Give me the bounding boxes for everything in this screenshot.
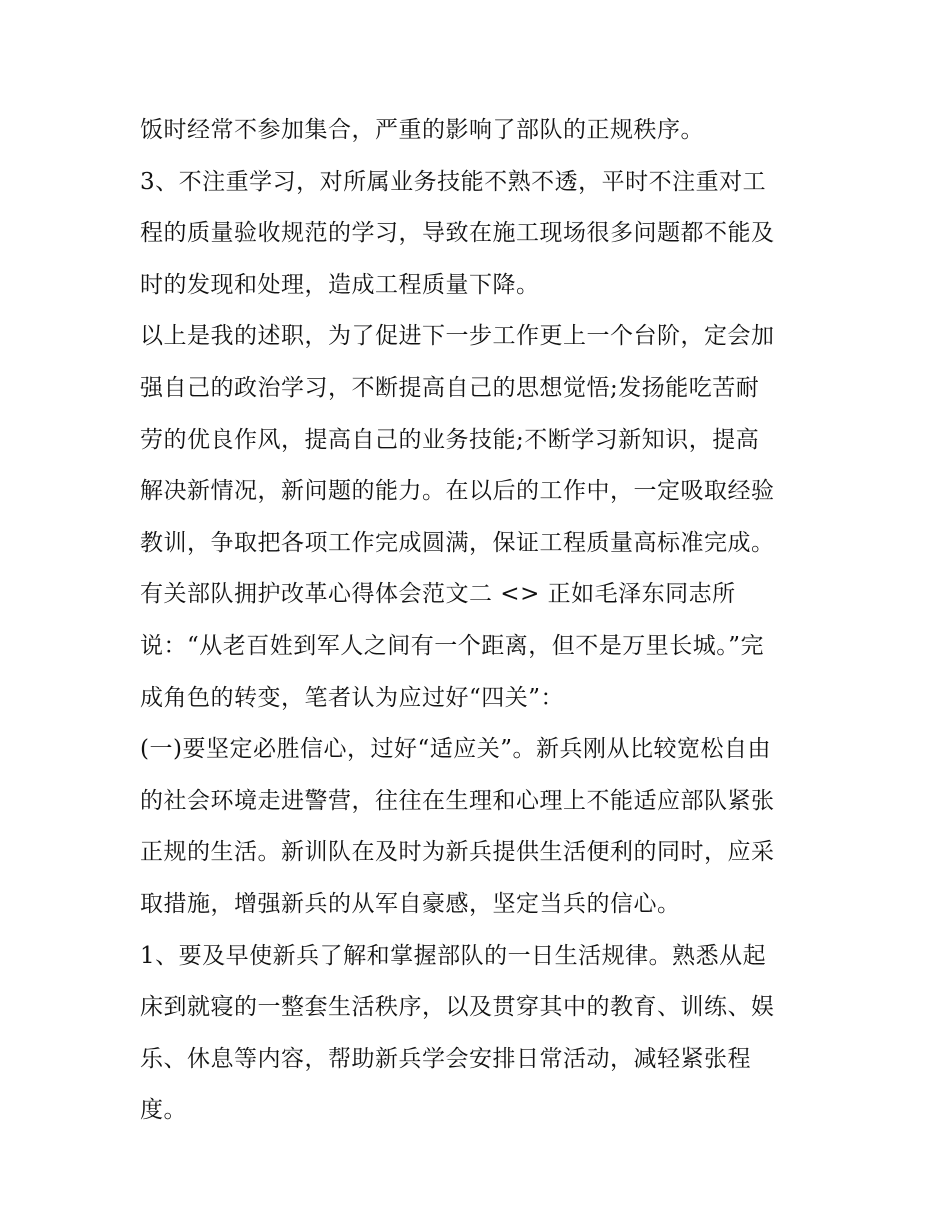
- text-line: 取措施，增强新兵的从军自豪感，坚定当兵的信心。: [140, 890, 681, 917]
- text-line: 1、要及早使新兵了解和掌握部队的一日生活规律。熟悉从起: [140, 942, 767, 969]
- text-line: (一)要坚定必胜信心，过好“适应关”。新兵刚从比较宽松自由: [140, 736, 771, 763]
- text-line: 饭时经常不参加集合，严重的影响了部队的正规秩序。: [140, 117, 704, 143]
- text-line: 成角色的转变，笔者认为应过好“四关”：: [140, 684, 565, 711]
- text-line: 劳的优良作风，提高自己的业务技能;不断学习新知识，提高: [140, 426, 760, 453]
- text-line: 时的发现和处理，造成工程质量下降。: [140, 271, 540, 298]
- text-line: 程的质量验收规范的学习，导致在施工现场很多问题都不能及: [140, 220, 775, 247]
- text-line: 强自己的政治学习，不断提高自己的思想觉悟;发扬能吃苦耐: [140, 374, 760, 401]
- text-line: 解决新情况，新问题的能力。在以后的工作中，一定吸取经验: [140, 478, 775, 505]
- text-line: 3、不注重学习，对所属业务技能不熟不透，平时不注重对工: [140, 168, 767, 195]
- text-line: 教训，争取把各项工作完成圆满，保证工程质量高标准完成。: [140, 529, 775, 556]
- text-line: 有关部队拥护改革心得体会范文二 <> 正如毛泽东同志所: [140, 581, 736, 608]
- document-body: [140, 105, 840, 1137]
- text-line: 正规的生活。新训队在及时为新兵提供生活便利的同时，应采: [140, 839, 775, 866]
- text-line: 乐、休息等内容，帮助新兵学会安排日常活动，减轻紧张程: [140, 1045, 751, 1072]
- text-line: 床到就寝的一整套生活秩序，以及贯穿其中的教育、训练、娱: [140, 994, 775, 1021]
- text-line: 说：“从老百姓到军人之间有一个距离，但不是万里长城。”完: [140, 632, 765, 659]
- text-line: 以上是我的述职，为了促进下一步工作更上一个台阶，定会加: [140, 323, 775, 350]
- text-line: 度。: [140, 1097, 187, 1124]
- text-line: 的社会环境走进警营，往往在生理和心理上不能适应部队紧张: [140, 787, 775, 814]
